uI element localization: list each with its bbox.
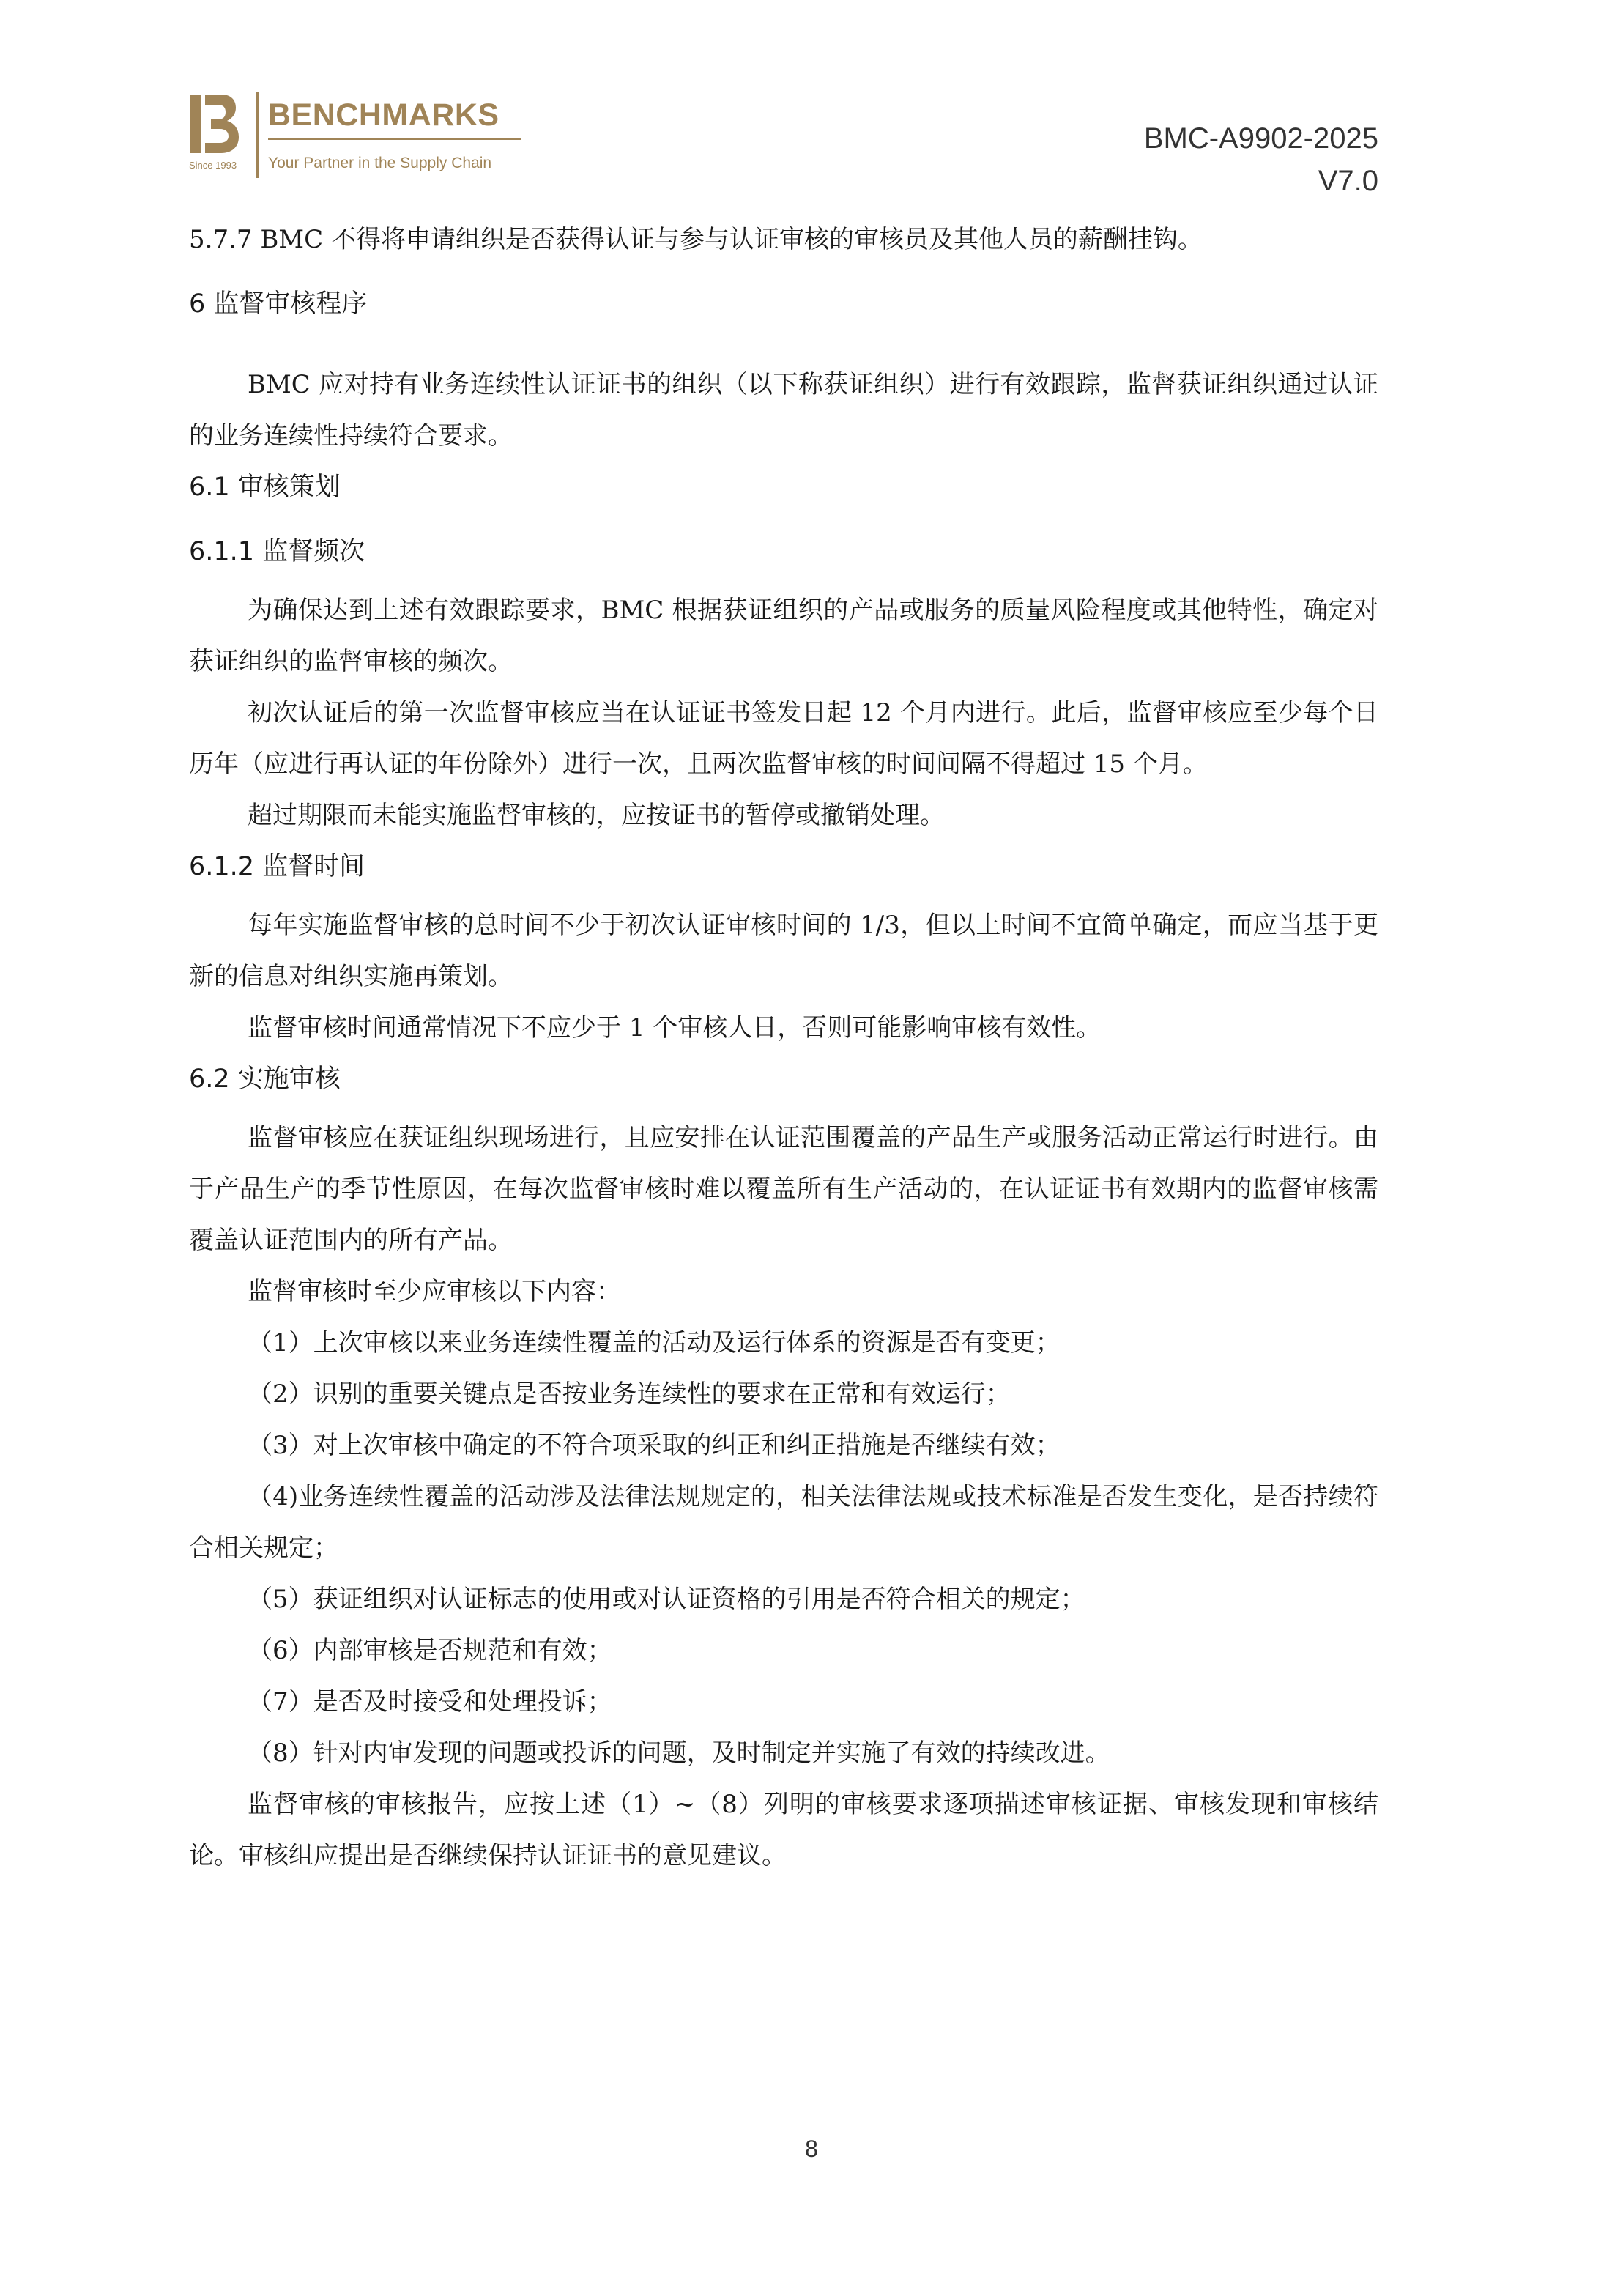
doc-version: V7.0 <box>1318 165 1378 197</box>
list-item: （4)业务连续性覆盖的活动涉及法律法规规定的，相关法律法规或技术标准是否发生变化，是否持续符合相关规定； <box>189 1482 1378 1563</box>
para-6-1-1-b: 初次认证后的第一次监督审核应当在认证证书签发日起 12 个月内进行。此后，监督审核应至少每个日历年（应进行再认证的年份除外）进行一次，且两次监督审核的时间间隔不得超过 15 个月。 <box>189 698 1378 779</box>
para-6-1-2-b: 监督审核时间通常情况下不应少于 1 个审核人日，否则可能影响审核有效性。 <box>248 1013 1102 1043</box>
para-6-1-2-a: 每年实施监督审核的总时间不少于初次认证审核时间的 1/3，但以上时间不宜简单确定，而应当基于更新的信息对组织实施再策划。 <box>189 911 1378 991</box>
para-6-2-a: 监督审核应在获证组织现场进行，且应安排在认证范围覆盖的产品生产或服务活动正常运行时进行。由于产品生产的季节性原因，在每次监督审核时难以覆盖所有生产活动的，在认证证书有效期内的监督审核需覆盖认证范围内的所有产品。 <box>189 1123 1378 1255</box>
document-body <box>189 214 1378 1881</box>
heading-6-1-2: 6.1.2 监督时间 <box>189 852 365 881</box>
para-6-2-b: 监督审核时至少应审核以下内容： <box>248 1277 621 1306</box>
list-item: （5）获证组织对认证标志的使用或对认证资格的引用是否符合相关的规定； <box>248 1585 1085 1614</box>
clause-5-7-7: 5.7.7 BMC 不得将申请组织是否获得认证与参与认证审核的审核员及其他人员的薪酬挂钩。 <box>189 225 1203 254</box>
page-number: 8 <box>805 2136 818 2162</box>
section-6-intro: BMC 应对持有业务连续性认证证书的组织（以下称获证组织）进行有效跟踪，监督获证组织通过认证的业务连续性持续符合要求。 <box>189 370 1378 451</box>
benchmarks-logo <box>189 92 526 179</box>
para-6-2-c: 监督审核的审核报告，应按上述（1）~（8）列明的审核要求逐项描述审核证据、审核发现和审核结论。审核组应提出是否继续保持认证证书的意见建议。 <box>189 1790 1378 1870</box>
list-item: （7）是否及时接受和处理投诉； <box>248 1687 612 1717</box>
list-item: （6）内部审核是否规范和有效； <box>248 1636 612 1665</box>
heading-6-2: 6.2 实施审核 <box>189 1064 341 1094</box>
benchmarks-b-mark-icon <box>189 93 240 155</box>
heading-6: 6 监督审核程序 <box>189 289 368 319</box>
list-item: （2）识别的重要关键点是否按业务连续性的要求在正常和有效运行； <box>248 1380 1011 1409</box>
heading-6-1-1: 6.1.1 监督频次 <box>189 537 365 566</box>
logo-since: Since 1993 <box>189 160 237 171</box>
list-item: （1）上次审核以来业务连续性覆盖的活动及运行体系的资源是否有变更； <box>248 1328 1061 1358</box>
list-item: （3）对上次审核中确定的不符合项采取的纠正和纠正措施是否继续有效； <box>248 1431 1061 1460</box>
document-meta <box>1144 117 1378 202</box>
logo-name: BENCHMARKS <box>268 97 499 133</box>
logo-divider <box>256 92 259 178</box>
logo-tagline: Your Partner in the Supply Chain <box>268 155 492 171</box>
logo-underline <box>268 138 521 140</box>
para-6-1-1-c: 超过期限而未能实施监督审核的，应按证书的暂停或撤销处理。 <box>248 801 945 830</box>
list-item: （8）针对内审发现的问题或投诉的问题，及时制定并实施了有效的持续改进。 <box>248 1738 1110 1768</box>
doc-code: BMC-A9902-2025 <box>1143 122 1378 155</box>
para-6-1-1-a: 为确保达到上述有效跟踪要求，BMC 根据获证组织的产品或服务的质量风险程度或其他特性，确定对获证组织的监督审核的频次。 <box>189 596 1378 676</box>
heading-6-1: 6.1 审核策划 <box>189 473 341 502</box>
